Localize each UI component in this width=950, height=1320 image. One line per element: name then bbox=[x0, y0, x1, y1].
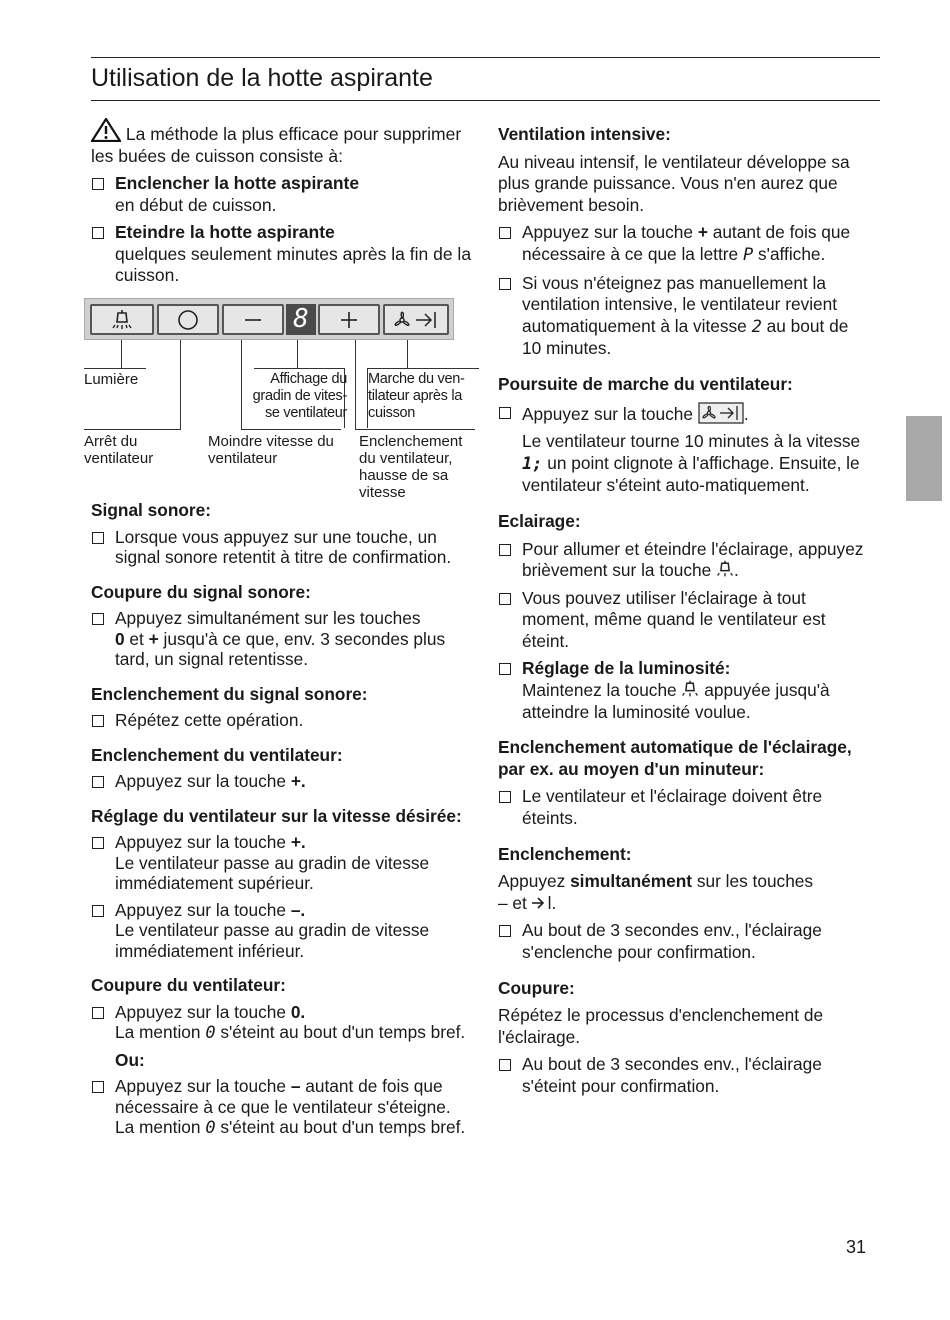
left-column-intro bbox=[91, 118, 476, 287]
list-item: Le ventilateur et l'éclairage doivent être éteints. bbox=[498, 786, 870, 829]
display-digit: P bbox=[742, 244, 754, 265]
checkbox-bullet-icon bbox=[499, 791, 511, 803]
power-off-icon bbox=[177, 309, 199, 331]
checkbox-bullet-icon bbox=[92, 178, 104, 190]
label-affichage: Affichage du gradin de vites- se ventilateur bbox=[252, 371, 347, 421]
power-off-button bbox=[157, 304, 219, 335]
list-item: Répétez cette opération. bbox=[91, 710, 476, 731]
display-digit: 0 bbox=[205, 1118, 216, 1138]
checkbox-bullet-icon bbox=[92, 905, 104, 917]
checkbox-bullet-icon bbox=[499, 544, 511, 556]
list-item: Eteindre la hotte aspirante quelques seulement minutes après la fin de la cuisson. bbox=[91, 222, 476, 287]
list-item: Lorsque vous appuyez sur une touche, un signal sonore retentit à titre de confirmation. bbox=[91, 527, 476, 568]
checkbox-bullet-icon bbox=[92, 715, 104, 727]
list-item: Appuyez sur la touche +. Le ventilateur passe au gradin de vitesse immédiatement supérieur. bbox=[91, 832, 476, 894]
fan-runon-button bbox=[383, 304, 449, 335]
list-item: Réglage de la luminosité: Maintenez la touche appuyée jusqu'à atteindre la luminosité voulue. bbox=[498, 658, 870, 723]
checkbox-bullet-icon bbox=[499, 593, 511, 605]
arrow-bar-icon bbox=[532, 896, 548, 910]
light-icon bbox=[681, 680, 699, 698]
speed-display: 8 bbox=[286, 304, 316, 335]
checkbox-bullet-icon bbox=[499, 407, 511, 419]
section-heading: Poursuite de marche du ventilateur: bbox=[498, 373, 793, 394]
checkbox-bullet-icon bbox=[92, 1007, 104, 1019]
checkbox-bullet-icon bbox=[92, 227, 104, 239]
list-item: Au bout de 3 secondes env., l'éclairage s'enclenche pour confirmation. bbox=[498, 920, 870, 963]
section-heading: Eclairage: bbox=[498, 510, 581, 531]
light-icon bbox=[716, 560, 734, 578]
list-item: Vous pouvez utiliser l'éclairage à tout moment, même quand le ventilateur est éteint. bbox=[498, 588, 870, 653]
leader-line bbox=[407, 340, 408, 368]
fan-runon-icon bbox=[698, 402, 744, 424]
page-number: 31 bbox=[846, 1237, 867, 1257]
section-heading: Coupure du ventilateur: bbox=[91, 975, 286, 995]
section-heading: Coupure: bbox=[498, 977, 575, 998]
leader-line bbox=[297, 340, 298, 368]
section-heading: Enclenchement: bbox=[498, 843, 632, 864]
page-title: Utilisation de la hotte aspirante bbox=[91, 64, 433, 92]
paragraph: Au niveau intensif, le ventilateur développe sa plus grande puissance. Vous n'en aurez que brièvement besoin. bbox=[498, 151, 850, 215]
checkbox-bullet-icon bbox=[92, 837, 104, 849]
paragraph: Répétez le processus d'enclenchement de l'éclairage. bbox=[498, 1005, 824, 1047]
list-item: Pour allumer et éteindre l'éclairage, appuyez brièvement sur la touche . bbox=[498, 539, 870, 582]
checkbox-bullet-icon bbox=[92, 776, 104, 788]
minus-icon bbox=[242, 309, 264, 331]
label-lumiere: Lumière bbox=[84, 371, 139, 388]
leader-line bbox=[355, 429, 475, 430]
header-rule-top bbox=[91, 57, 880, 58]
label-arret: Arrêt du ventilateur bbox=[84, 433, 154, 467]
checkbox-bullet-icon bbox=[499, 663, 511, 675]
label-marche: Marche du ven- tilateur après la cuisson bbox=[368, 371, 465, 421]
section-heading: Enclenchement du ventilateur: bbox=[91, 744, 343, 765]
intro-paragraph: La méthode la plus efficace pour supprimer les buées de cuisson consiste à: bbox=[91, 118, 476, 167]
left-column-main bbox=[91, 486, 476, 1139]
list-item: Appuyez sur la touche – autant de fois que nécessaire à ce que le ventilateur s'éteigne. La mention 0 s'éteint au bout d'un temps bref. bbox=[91, 1076, 476, 1139]
checkbox-bullet-icon bbox=[499, 278, 511, 290]
list-item: Si vous n'éteignez pas manuellement la ventilation intensive, le ventilateur revient automatiquement à la vitesse 2 au bout de 10 minutes. bbox=[498, 273, 870, 360]
section-heading: Coupure du signal sonore: bbox=[91, 581, 311, 602]
section-heading: Ventilation intensive: bbox=[498, 124, 671, 144]
display-digit: 2 bbox=[751, 316, 762, 337]
section-heading: Enclenchement automatique de l'éclairage, par ex. au moyen d'un minuteur: bbox=[498, 737, 852, 779]
checkbox-bullet-icon bbox=[499, 1059, 511, 1071]
or-label: Ou: bbox=[115, 1049, 145, 1070]
checkbox-bullet-icon bbox=[92, 532, 104, 544]
list-item: Appuyez sur la touche –. Le ventilateur passe au gradin de vitesse immédiatement inférieur. bbox=[91, 900, 476, 962]
label-moindre: Moindre vitesse du ventilateur bbox=[208, 433, 334, 467]
leader-line bbox=[241, 340, 242, 429]
leader-line bbox=[121, 340, 122, 368]
checkbox-bullet-icon bbox=[499, 925, 511, 937]
header-rule-bottom bbox=[91, 100, 880, 101]
leader-line bbox=[180, 340, 181, 429]
checkbox-bullet-icon bbox=[92, 1081, 104, 1093]
list-item: Appuyez sur la touche . Le ventilateur tourne 10 minutes à la vitesse 1; un point clignote à l'affichage. Ensuite, le ventilateur s'éteint auto-matiquement. bbox=[498, 402, 870, 497]
list-item: Enclencher la hotte aspirante en début de cuisson. bbox=[91, 173, 476, 216]
paragraph: Appuyez simultanément sur les touches – et l. bbox=[498, 871, 814, 913]
checkbox-bullet-icon bbox=[92, 613, 104, 625]
leader-line bbox=[241, 429, 341, 430]
checkbox-bullet-icon bbox=[499, 227, 511, 239]
plus-icon bbox=[338, 309, 360, 331]
list-item: Appuyez simultanément sur les touches 0 et + jusqu'à ce que, env. 3 secondes plus tard, un signal retentisse. bbox=[91, 608, 476, 670]
section-heading: Réglage du ventilateur sur la vitesse désirée: bbox=[91, 805, 462, 826]
warning-icon bbox=[91, 118, 121, 142]
light-button bbox=[90, 304, 154, 335]
label-enclenchement: Enclenchement du ventilateur, hausse de sa vitesse bbox=[359, 433, 463, 501]
paragraph: Le ventilateur tourne 10 minutes à la vitesse 1; un point clignote à l'affichage. Ensuite, le ventilateur s'éteint auto-matiquement. bbox=[522, 431, 861, 496]
section-heading: Enclenchement du signal sonore: bbox=[91, 683, 368, 704]
chapter-tab bbox=[906, 416, 942, 501]
display-digit: 1; bbox=[522, 453, 543, 474]
leader-line bbox=[367, 368, 479, 369]
list-item: Appuyez sur la touche +. bbox=[91, 771, 476, 792]
plus-button bbox=[318, 304, 380, 335]
right-column bbox=[498, 110, 870, 1098]
control-panel bbox=[84, 298, 454, 340]
leader-line bbox=[254, 368, 344, 369]
light-icon bbox=[111, 309, 133, 331]
list-item: Au bout de 3 secondes env., l'éclairage s'éteint pour confirmation. bbox=[498, 1054, 870, 1097]
display-digit: 0 bbox=[205, 1023, 216, 1043]
fan-runon-icon bbox=[391, 309, 441, 331]
leader-line bbox=[84, 368, 146, 369]
list-item: Appuyez sur la touche + autant de fois que nécessaire à ce que la lettre P s'affiche. bbox=[498, 222, 870, 266]
section-heading: Signal sonore: bbox=[91, 500, 212, 520]
leader-line bbox=[84, 429, 181, 430]
minus-button bbox=[222, 304, 284, 335]
leader-line bbox=[355, 340, 356, 429]
list-item: Appuyez sur la touche 0. La mention 0 s'éteint au bout d'un temps bref. Ou: bbox=[91, 1002, 476, 1071]
